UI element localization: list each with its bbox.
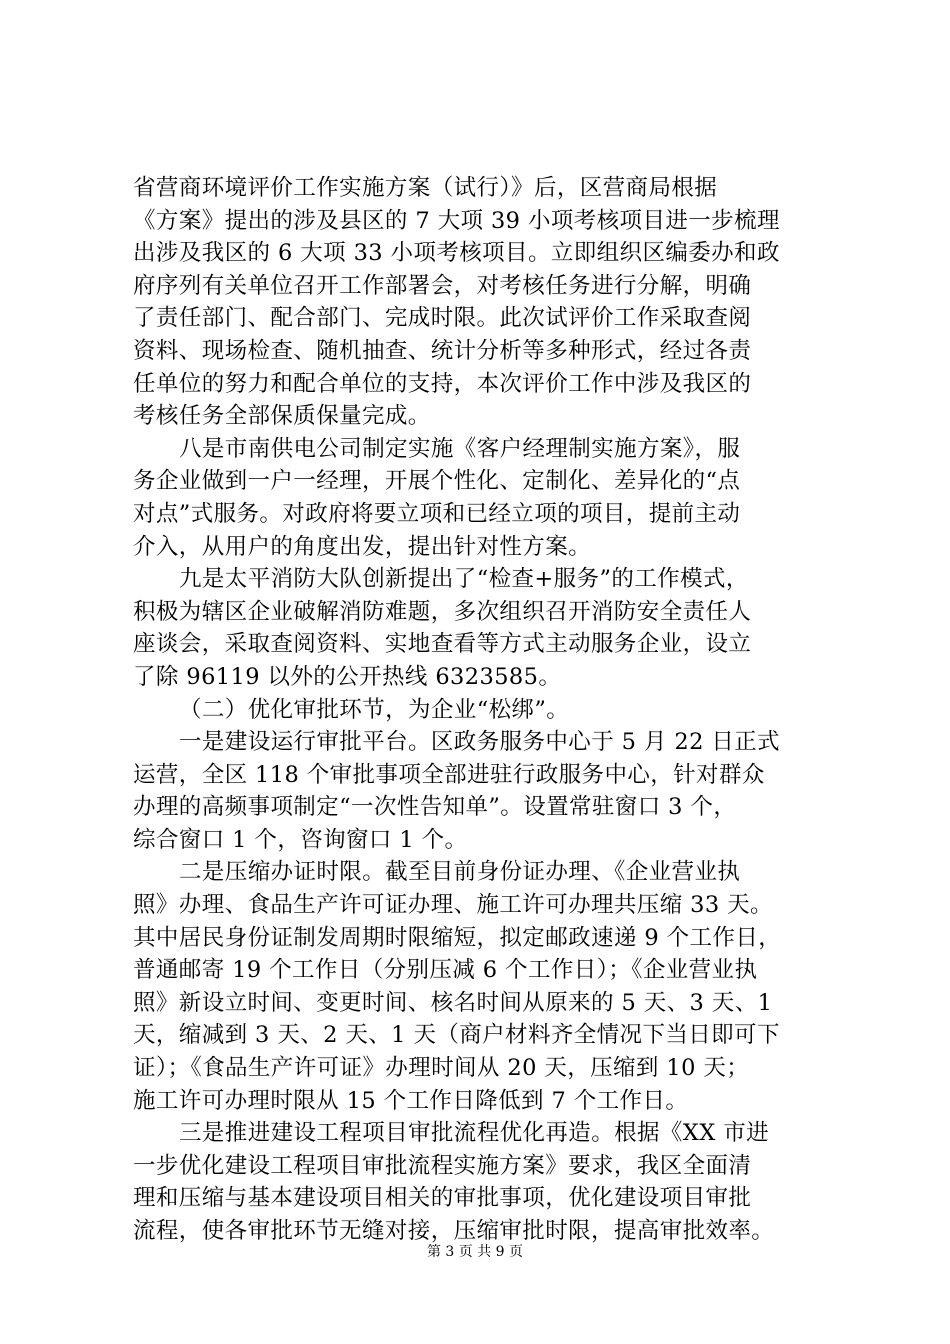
text-line: 流程，使各审批环节无缝对接，压缩审批时限，提高审批效率。 xyxy=(133,1218,775,1244)
text-line: 介入，从用户的角度出发，提出针对性方案。 xyxy=(133,533,592,560)
text-line: 省营商环境评价工作实施方案（试行）》后，区营商局根据 xyxy=(133,175,718,201)
text-line: 了除 96119 以外的公开热线 6323585。 xyxy=(133,663,562,690)
text-line: 照》新设立时间、变更时间、核名时间从原来的 5 天、3 天、1 xyxy=(133,989,773,1016)
text-line: 府序列有关单位召开工作部署会，对考核任务进行分解，明确 xyxy=(133,272,752,299)
text-line: 了责任部门、配合部门、完成时限。此次试评价工作采取查阅 xyxy=(133,305,752,332)
document-body xyxy=(133,172,833,1248)
section-heading: （二）优化审批环节，为企业“松绑”。 xyxy=(179,696,570,723)
text-line: 其中居民身份证制发周期时限缩短，拟定邮政速递 9 个工作日， xyxy=(133,924,782,951)
text-line: 综合窗口 1 个，咨询窗口 1 个。 xyxy=(133,826,468,853)
text-line: 普通邮寄 19 个工作日（分别压减 6 个工作日）；《企业营业执 xyxy=(133,957,758,984)
text-line: 施工许可办理时限从 15 个工作日降低到 7 个工作日。 xyxy=(133,1087,689,1114)
text-line: 天，缩减到 3 天、2 天、1 天（商户材料齐全情况下当日即可下 xyxy=(133,1022,780,1049)
text-line: 照》办理、食品生产许可证办理、施工许可办理共压缩 33 天。 xyxy=(133,892,773,919)
text-line: 运营，全区 118 个审批事项全部进驻行政服务中心，针对群众 xyxy=(133,761,765,788)
text-line: 证）；《食品生产许可证》办理时间从 20 天，压缩到 10 天； xyxy=(133,1055,750,1082)
text-line: 一步优化建设工程项目审批流程实施方案》要求，我区全面清 xyxy=(133,1152,752,1179)
text-line: 《方案》提出的涉及县区的 7 大项 39 小项考核项目进一步梳理 xyxy=(133,207,780,234)
text-line: 资料、现场检查、随机抽查、统计分析等多种形式，经过各责 xyxy=(133,337,752,364)
paragraph-first-line: 八是市南供电公司制定实施《客户经理制实施方案》，服 xyxy=(179,435,741,462)
paragraph-first-line: 三是推进建设工程项目审批流程优化再造。根据《XX 市进 xyxy=(179,1120,769,1147)
paragraph-first-line: 二是压缩办证时限。截至目前身份证办理、《企业营业执 xyxy=(179,859,741,886)
paragraph-first-line: 九是太平消防大队创新提出了“检查+服务”的工作模式， xyxy=(179,566,749,593)
text-line: 理和压缩与基本建设项目相关的审批事项，优化建设项目审批 xyxy=(133,1185,752,1212)
text-line: 务企业做到一户一经理，开展个性化、定制化、差异化的“点 xyxy=(133,468,741,495)
text-line: 积极为辖区企业破解消防难题，多次组织召开消防安全责任人 xyxy=(133,598,752,625)
text-line: 对点”式服务。对政府将要立项和已经立项的项目，提前主动 xyxy=(133,500,741,527)
text-line: 出涉及我区的 6 大项 33 小项考核项目。立即组织区编委办和政 xyxy=(133,240,780,267)
page-number-footer: 第 3 页 共 9 页 xyxy=(426,1244,524,1260)
text-line: 任单位的努力和配合单位的支持，本次评价工作中涉及我区的 xyxy=(133,370,752,397)
text-line: 座谈会，采取查阅资料、实地查看等方式主动服务企业，设立 xyxy=(133,631,752,658)
text-line: 办理的高频事项制定“一次性告知单”。设置常驻窗口 3 个， xyxy=(133,794,737,821)
text-line: 考核任务全部保质保量完成。 xyxy=(133,403,431,430)
paragraph-first-line: 一是建设运行审批平台。区政务服务中心于 5 月 22 日正式 xyxy=(179,729,781,756)
